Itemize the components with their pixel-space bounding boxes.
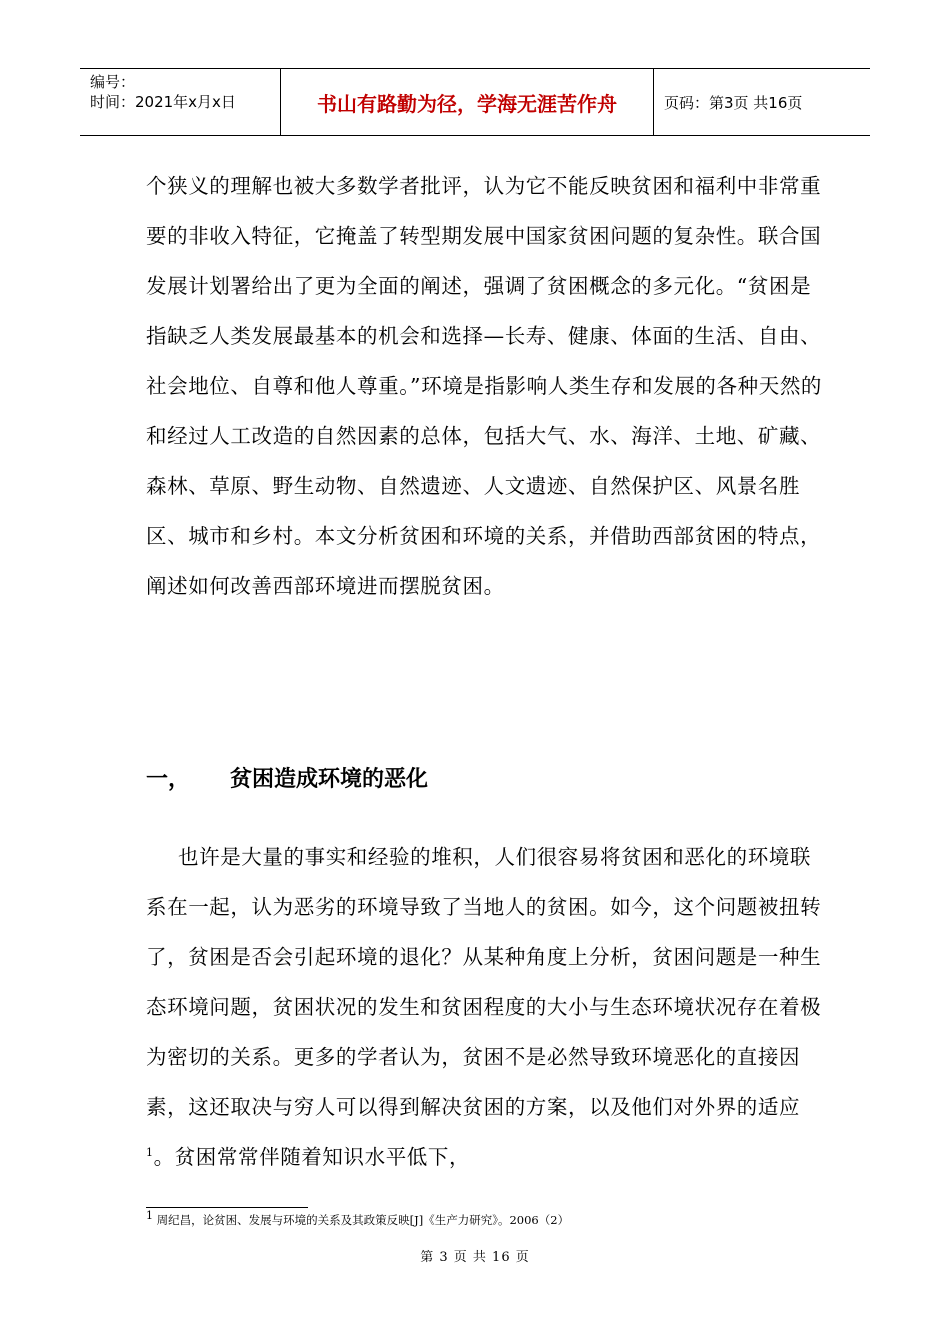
paragraph-2-text-tail: 。贫困常常伴随着知识水平低下， bbox=[153, 1145, 471, 1169]
page-footer: 第 3 页 共 16 页 bbox=[420, 1250, 530, 1265]
serial-label: 编号： bbox=[90, 73, 136, 91]
paragraph-2-text: 也许是大量的事实和经验的堆积，人们很容易将贫困和恶化的环境联系在一起，认为恶劣的环境导致了当地人的贫困。如今，这个问题被扭转了，贫困是否会引起环境的退化？从某种角度上分析，贫困问题是一种生态环境问题，贫困状况的发生和贫困程度的大小与生态环境状况存在着极为密切的关系。更多的学者认为，贫困不是必然导致环境恶化的直接因素，这还取决与穷人可以得到解决贫困的方案，以及他们对外界的适应 bbox=[146, 845, 822, 1119]
header-motto: 书山有路勤为径，学海无涯苦作舟 bbox=[281, 69, 654, 135]
section-number: 一， bbox=[146, 767, 191, 792]
time-label: 时间：2021年x月x日 bbox=[90, 93, 236, 111]
document-header bbox=[80, 68, 870, 136]
paragraph-1: 个狭义的理解也被大多数学者批评，认为它不能反映贫困和福利中非常重要的非收入特征，它掩盖了转型期发展中国家贫困问题的复杂性。联合国发展计划署给出了更为全面的阐述，强调了贫困概念的多元化。“贫困是指缺乏人类发展最基本的机会和选择—长寿、健康、体面的生活、自由、社会地位、自尊和他人尊重。”环境是指影响人类生存和发展的各种天然的和经过人工改造的自然因素的总体，包括大气、水、海洋、土地、矿藏、森林、草原、野生动物、自然遗迹、人文遗迹、自然保护区、风景名胜区、城市和乡村。本文分析贫困和环境的关系，并借助西部贫困的特点，阐述如何改善西部环境进而摆脱贫困。 bbox=[146, 174, 823, 598]
section-title: 贫困造成环境的恶化 bbox=[230, 767, 429, 792]
footnote bbox=[146, 1209, 570, 1228]
footnote-divider bbox=[146, 1207, 308, 1208]
header-page-info: 页码：第3页 共16页 bbox=[664, 93, 803, 112]
header-meta bbox=[80, 69, 281, 135]
footnote-text: 周纪昌，论贫困、发展与环境的关系及其政策反映[J]《生产力研究》。2006（2） bbox=[156, 1213, 570, 1227]
footnote-reference[interactable]: 1 bbox=[146, 1146, 154, 1160]
footnote-marker: 1 bbox=[146, 1209, 153, 1223]
paragraph-2 bbox=[146, 832, 826, 1182]
section-heading bbox=[146, 762, 428, 793]
